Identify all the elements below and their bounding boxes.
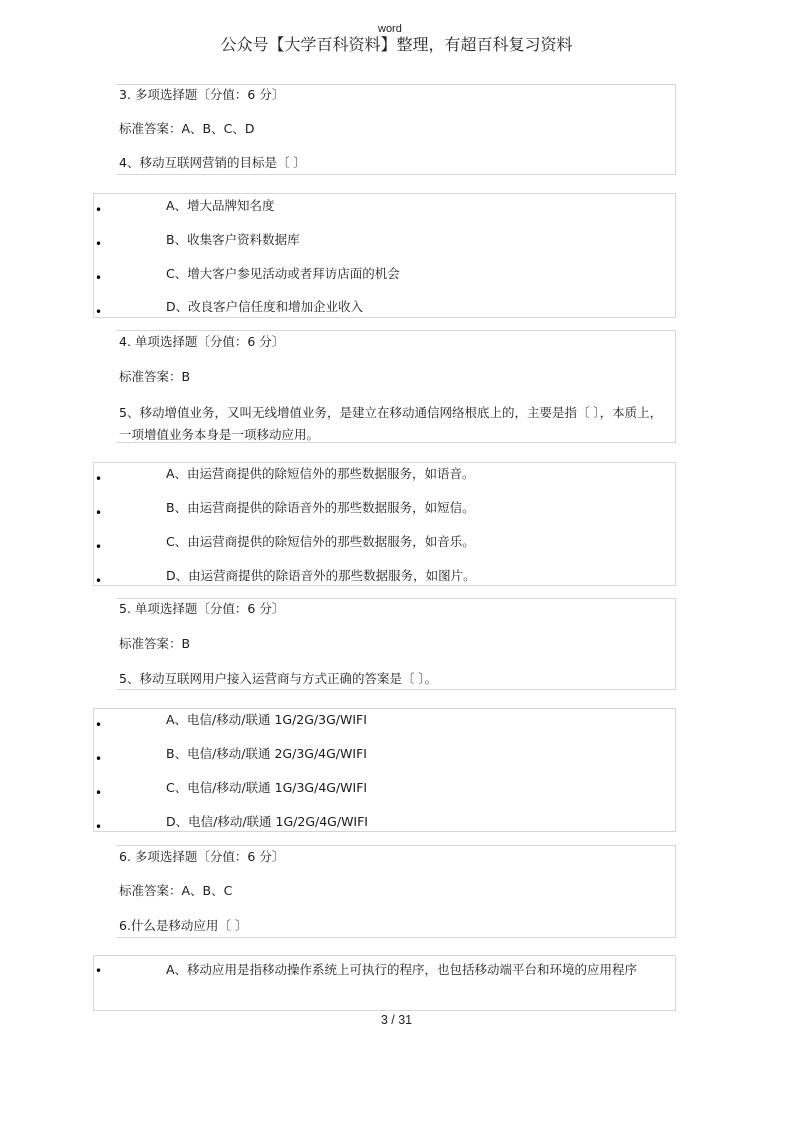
question-type-label: 3. 多项选择题〔分值：6 分〕 [119, 87, 285, 102]
bullet-icon: • [95, 820, 103, 834]
bullet-icon: • [95, 786, 103, 800]
option-item: D、电信/移动/联通 1G/2G/4G/WIFI [166, 814, 368, 829]
question-text: 4、移动互联网营销的目标是〔 〕 [119, 155, 306, 170]
question-text: 5、移动互联网用户接入运营商与方式正确的答案是〔 〕。 [119, 671, 438, 686]
question-type-label: 6. 多项选择题〔分值：6 分〕 [119, 849, 285, 864]
question-text: 5、移动增值业务，又叫无线增值业务，是建立在移动通信网络根底上的，主要是指〔 〕，本质上，一项增值业务本身是一项移动应用。 [119, 405, 663, 442]
option-item: B、收集客户资料数据库 [166, 232, 300, 247]
option-item: D、改良客户信任度和增加企业收入 [166, 299, 364, 314]
option-item: D、由运营商提供的除语音外的那些数据服务，如图片。 [166, 568, 476, 583]
header-word-mark: word [378, 23, 402, 35]
standard-answer: 标准答案：B [119, 369, 191, 384]
header-title: 公众号【大学百科资料】整理，有超百科复习资料 [220, 35, 573, 54]
option-item: A、增大品牌知名度 [166, 198, 275, 213]
question-type-label: 5. 单项选择题〔分值：6 分〕 [119, 601, 285, 616]
standard-answer: 标准答案：A、B、C、D [119, 121, 255, 136]
page-number: 3 / 31 [380, 1013, 413, 1027]
bullet-icon: • [95, 203, 103, 217]
option-item: A、电信/移动/联通 1G/2G/3G/WIFI [166, 712, 367, 727]
bullet-icon: • [95, 237, 103, 251]
standard-answer: 标准答案：B [119, 636, 191, 651]
option-item: A、移动应用是指移动操作系统上可执行的程序，也包括移动端平台和环境的应用程序 [166, 962, 638, 977]
standard-answer: 标准答案：A、B、C [119, 883, 233, 898]
bullet-icon: • [95, 271, 103, 285]
bullet-icon: • [95, 305, 103, 319]
bullet-icon: • [95, 574, 103, 588]
question-type-label: 4. 单项选择题〔分值：6 分〕 [119, 334, 285, 349]
question-text: 6.什么是移动应用〔 〕 [119, 918, 248, 933]
bullet-icon: • [95, 506, 103, 520]
bullet-icon: • [95, 540, 103, 554]
option-item: C、由运营商提供的除短信外的那些数据服务，如音乐。 [166, 534, 475, 549]
option-item: B、由运营商提供的除语音外的那些数据服务，如短信。 [166, 500, 475, 515]
option-item: C、电信/移动/联通 1G/3G/4G/WIFI [166, 780, 368, 795]
bullet-icon: • [95, 472, 103, 486]
option-item: B、电信/移动/联通 2G/3G/4G/WIFI [166, 746, 367, 761]
bullet-icon: • [95, 718, 103, 732]
option-item: C、增大客户参见活动或者拜访店面的机会 [166, 266, 400, 281]
option-item: A、由运营商提供的除短信外的那些数据服务，如语音。 [166, 466, 475, 481]
bullet-icon: • [95, 752, 103, 766]
bullet-icon: • [95, 964, 103, 978]
